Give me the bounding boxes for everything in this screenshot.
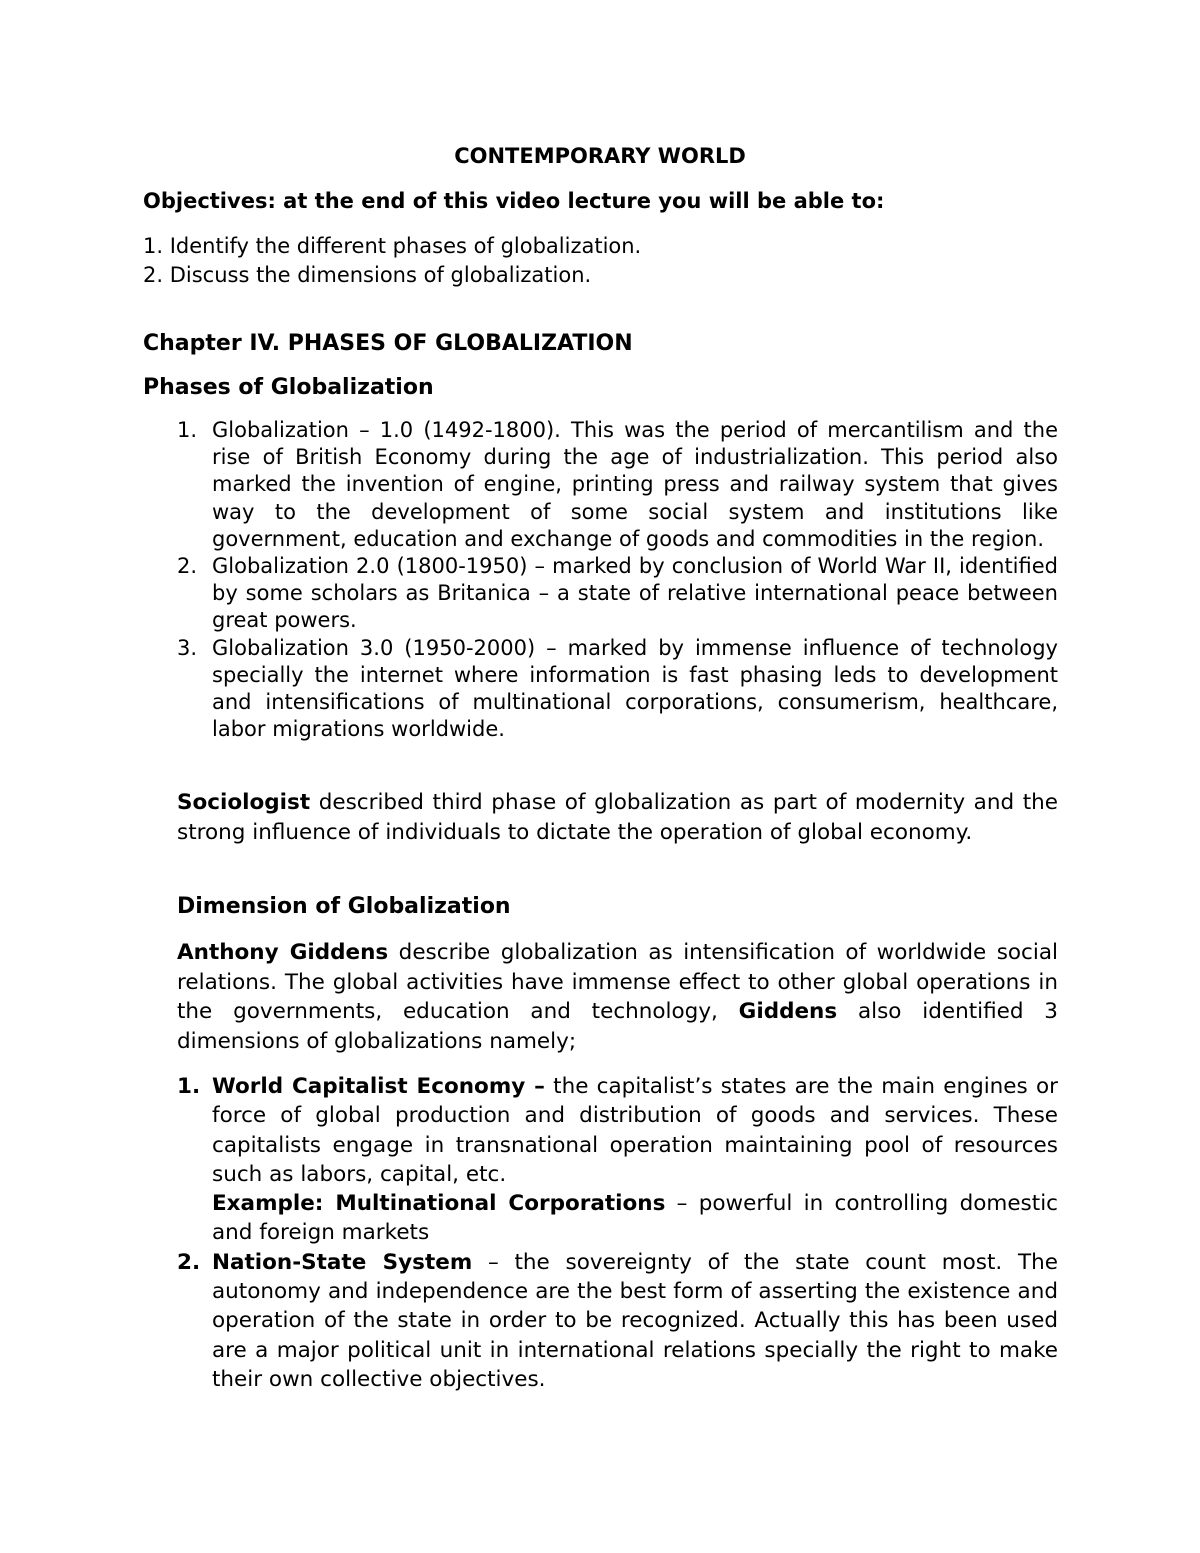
dimension-term: World Capitalist Economy – [212, 1074, 545, 1099]
giddens-paragraph [177, 938, 1058, 1057]
phase-item [177, 553, 1058, 635]
phase-number: 2. [177, 554, 198, 579]
giddens-text-2: also identified 3 dimensions of globalizations namely; [177, 999, 1058, 1055]
dimensions-list [177, 1072, 1058, 1394]
chapter-heading: Chapter IV. PHASES OF GLOBALIZATION [143, 331, 633, 356]
giddens-name: Anthony Giddens [177, 940, 389, 965]
example-label: Example: Multinational Corporations [212, 1191, 666, 1217]
phase-text: Globalization – 1.0 (1492-1800). This was the period of mercantilism and the rise of British Economy during the age of industrialization. This period also marked the invention of engine, printing press and railway system that gives way to the development of some social system and institutions like government, education and exchange of goods and commodities in the region. [212, 418, 1058, 551]
giddens-name-short: Giddens [738, 999, 838, 1025]
dimension-number: 2. [177, 1249, 201, 1275]
objective-item: 2. Discuss the dimensions of globalization. [143, 263, 592, 287]
dimension-number: 1. [177, 1074, 201, 1099]
objective-item: 1. Identify the different phases of globalization. [143, 234, 642, 258]
dimension-example [212, 1189, 1058, 1248]
example-text: – powerful in controlling domestic and foreign markets [212, 1191, 1058, 1246]
phases-list [177, 417, 1058, 743]
phase-text: Globalization 2.0 (1800-1950) – marked by conclusion of World War II, identified by some scholars as Britanica – a state of relative international peace between great powers. [212, 554, 1058, 633]
objectives-heading: Objectives: at the end of this video lecture you will be able to: [143, 189, 885, 213]
dimension-item [177, 1248, 1058, 1394]
sociologist-paragraph [177, 788, 1058, 847]
objectives-list [143, 232, 641, 290]
giddens-text-1: describe globalization as intensification of worldwide social relations. The global activities have immense effect to other global operations in the governments, education and technology, [177, 940, 1058, 1025]
dimension-term: Nation-State System [212, 1249, 473, 1275]
phase-text: Globalization 3.0 (1950-2000) – marked by immense influence of technology specially the internet where information is fast phasing leds to development and intensifications of multinational corporations, consumerism, healthcare, labor migrations worldwide. [212, 635, 1058, 742]
phases-heading: Phases of Globalization [143, 375, 434, 400]
dimension-text: – the sovereignty of the state count most. The autonomy and independence are the best form of asserting the existence and operation of the state in order to be recognized. Actually this has been used are a major political unit in international relations specially the right to make their own collective objectives. [212, 1249, 1058, 1392]
sociologist-term: Sociologist [177, 790, 311, 815]
sociologist-text: described third phase of globalization as part of modernity and the strong influence of individuals to dictate the operation of global economy. [177, 790, 1058, 845]
phase-number: 1. [177, 418, 198, 442]
dimension-heading: Dimension of Globalization [177, 894, 511, 919]
dimension-text: the capitalist’s states are the main engines or force of global production and distribution of goods and services. These capitalists engage in transnational operation maintaining pool of resources such as labors, capital, etc. [212, 1074, 1058, 1187]
phase-item [177, 635, 1058, 744]
document-title: CONTEMPORARY WORLD [454, 144, 746, 168]
phase-item [177, 417, 1058, 553]
dimension-item [177, 1072, 1058, 1248]
phase-number: 3. [177, 635, 198, 660]
